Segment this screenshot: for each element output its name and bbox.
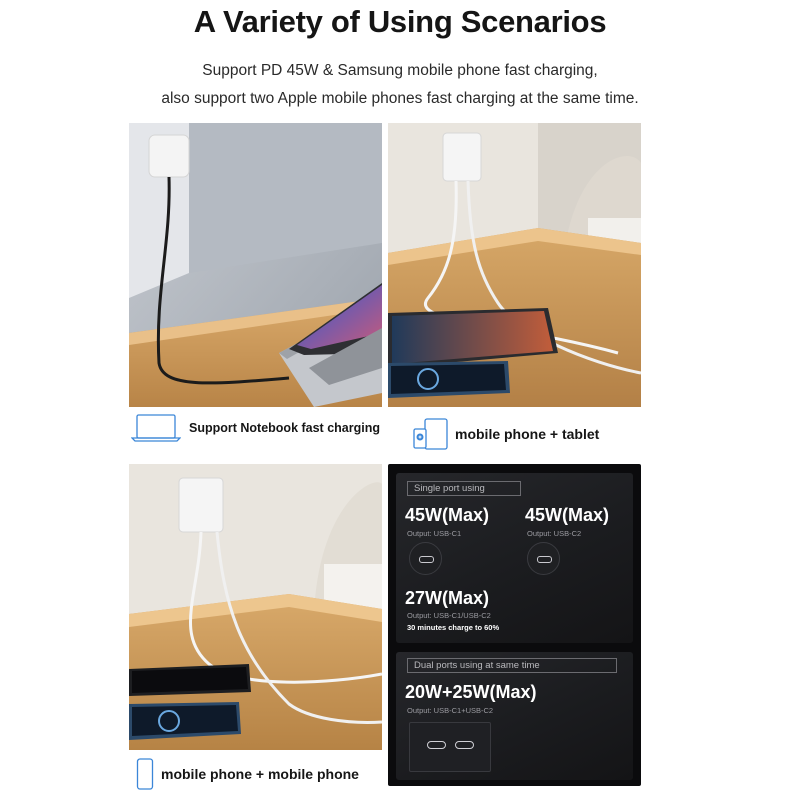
subtitle-line-1: Support PD 45W & Samsung mobile phone fast charging, xyxy=(202,62,598,79)
notebook-scenario-photo xyxy=(129,123,382,407)
page-title: A Variety of Using Scenarios xyxy=(193,4,607,39)
phone-tablet-caption xyxy=(413,418,599,450)
port2-output: Output: USB-C2 xyxy=(527,529,582,538)
subtitle-line-2: also support two Apple mobile phones fast charging at the same time. xyxy=(161,90,639,107)
phone-phone-caption xyxy=(136,758,359,790)
single-port-box xyxy=(396,473,633,643)
dual-port-box xyxy=(396,652,633,780)
usb-c-port-icon xyxy=(409,542,442,575)
dual-power: 20W+25W(Max) xyxy=(405,682,537,702)
combined-power: 27W(Max) xyxy=(405,588,490,608)
phone-tablet-scenario-photo xyxy=(388,123,641,407)
phone-tablet-icon xyxy=(413,418,449,450)
laptop-icon xyxy=(131,413,181,443)
charge-note: 30 minutes charge to 60% xyxy=(407,623,500,632)
single-port-label: Single port using xyxy=(407,481,521,496)
phone-phone-scenario-photo xyxy=(129,464,382,750)
usb-c-port-icon xyxy=(527,542,560,575)
combined-output: Output: USB-C1/USB-C2 xyxy=(407,611,491,620)
phone-phone-caption-text: mobile phone + mobile phone xyxy=(161,766,359,782)
notebook-caption xyxy=(131,413,380,443)
dual-output: Output: USB-C1+USB-C2 xyxy=(407,706,494,715)
port1-power: 45W(Max) xyxy=(405,505,490,525)
spec-panel xyxy=(388,464,641,786)
phone-icon xyxy=(136,758,154,790)
notebook-caption-text: Support Notebook fast charging xyxy=(189,421,380,435)
port2-power: 45W(Max) xyxy=(525,505,610,525)
dual-port-label: Dual ports using at same time xyxy=(407,658,617,673)
port1-output: Output: USB-C1 xyxy=(407,529,462,538)
dual-usb-c-ports-icon xyxy=(409,722,491,772)
phone-tablet-caption-text: mobile phone + tablet xyxy=(455,426,600,442)
